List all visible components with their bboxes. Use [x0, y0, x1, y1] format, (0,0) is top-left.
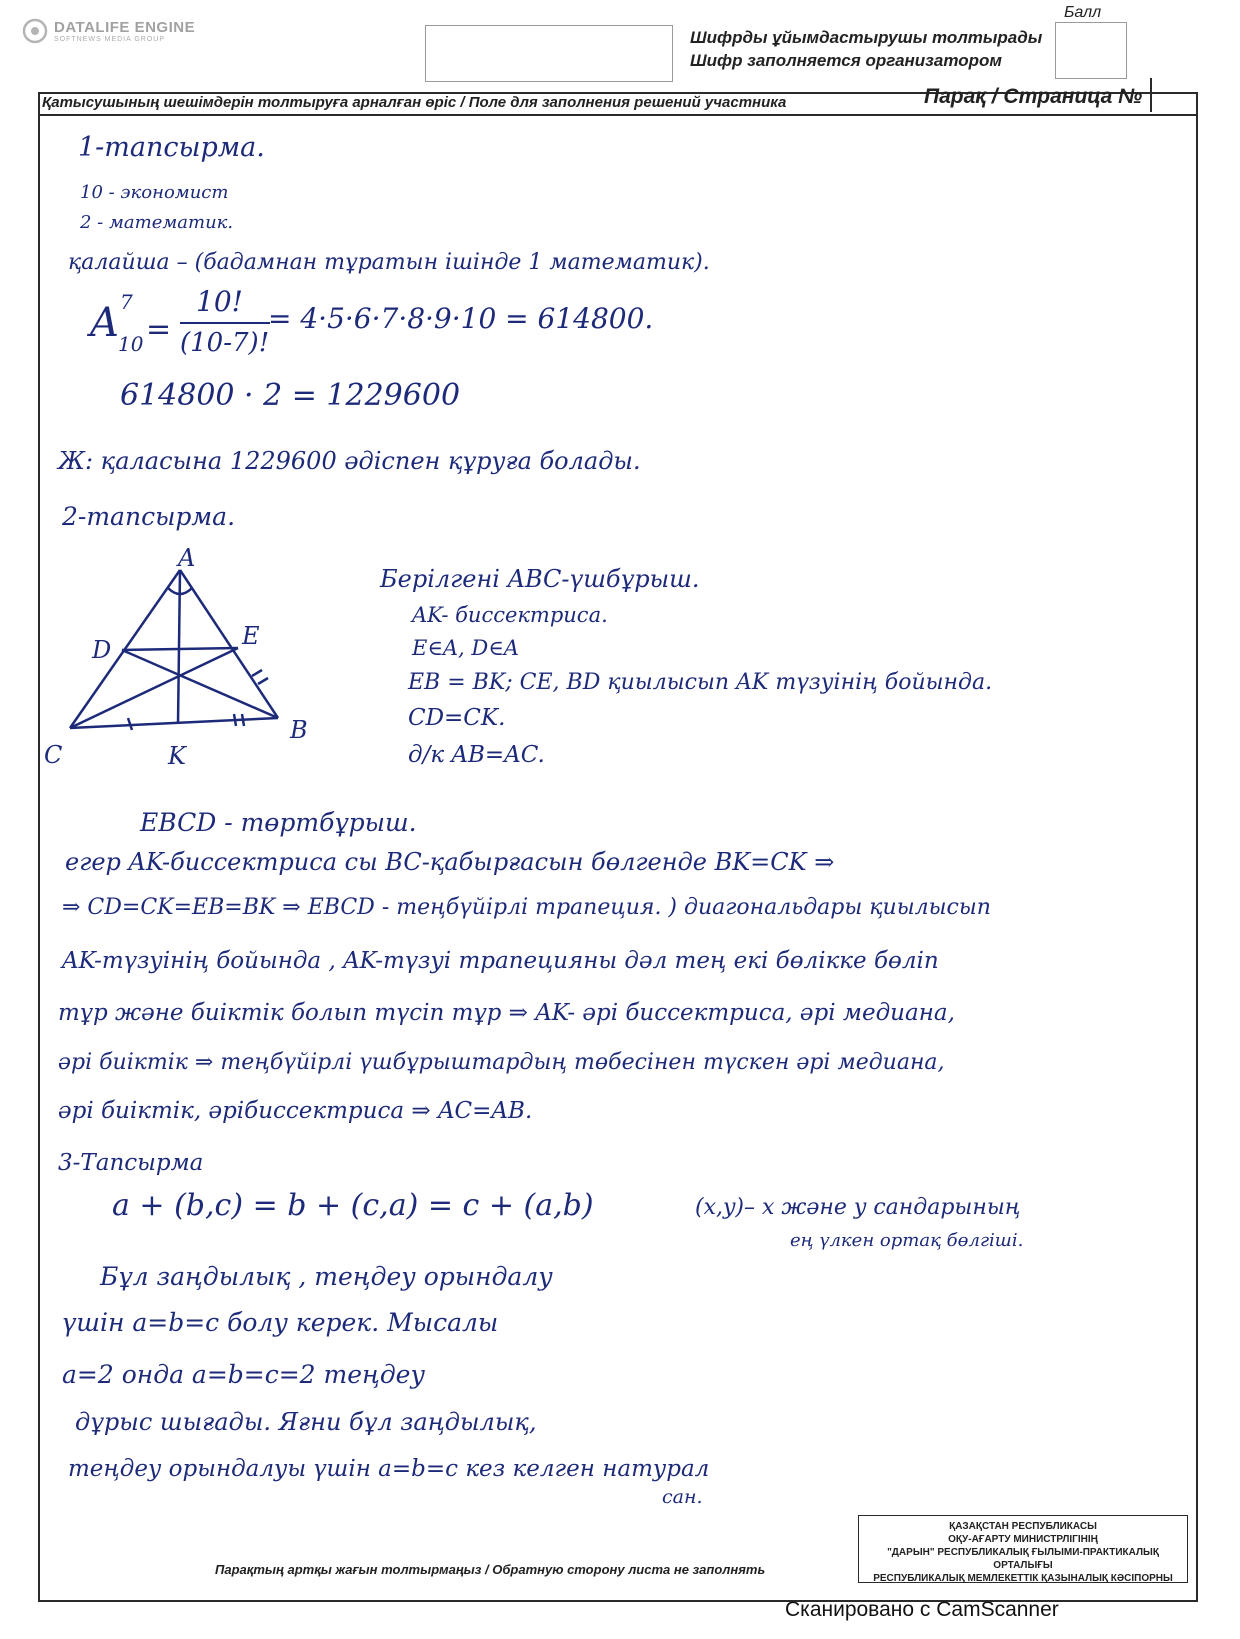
task2-proof-1: EBCD - төртбұрыш.	[140, 808, 417, 837]
footer-note: Парақтың артқы жағын толтырмаңыз / Обратную сторону листа не заполнять	[215, 1562, 766, 1577]
task2-given-5: CD=CK.	[408, 705, 506, 731]
task3-note-2: ең үлкен ортақ бөлгіші.	[790, 1230, 1024, 1251]
cipher-label-kz: Шифрды ұйымдастырушы толтырады	[690, 28, 1043, 47]
formula-sub: 10	[118, 332, 144, 356]
task2-proof-3: ⇒ CD=CK=EB=BK ⇒ EBCD - теңбүйірлі трапеция. ) диагональдары қиылысып	[62, 895, 991, 920]
formula-numerator: 10!	[196, 285, 243, 318]
task2-given-1: Берілгені ABC-үшбұрыш.	[380, 565, 700, 593]
watermark-title: DATALIFE ENGINE	[54, 19, 196, 36]
stamp-line-3: "ДАРЫН" РЕСПУБЛИКАЛЫҚ ҒЫЛЫМИ-ПРАКТИКАЛЫҚ ОРТАЛЫҒЫ	[887, 1547, 1159, 1571]
label-vertex-c: C	[44, 741, 63, 769]
label-vertex-b: B	[290, 716, 308, 744]
triangle-diagram	[40, 548, 330, 778]
page-number-label: Парақ / Страница №	[924, 85, 1143, 108]
scanner-watermark: Сканировано с CamScanner	[785, 1598, 1059, 1621]
task2-proof-7: әрі биіктік, әрібиссектриса ⇒ AC=AB.	[58, 1098, 533, 1124]
task3-note-1: (x,y)– x және y сандарының	[695, 1195, 1021, 1220]
task1-line1: 10 - экономист	[80, 182, 229, 203]
watermark-logo	[22, 18, 195, 44]
task3-line-5: теңдеу орындалуы үшін a=b=c кез келген натурал	[68, 1456, 710, 1482]
label-point-e: E	[242, 622, 260, 650]
stamp-line-2: ОҚУ-АҒАРТУ МИНИСТРЛІГІНІҢ	[948, 1534, 1098, 1545]
fraction-bar	[180, 322, 270, 324]
stamp-line-1: ҚАЗАҚСТАН РЕСПУБЛИКАСЫ	[949, 1521, 1097, 1532]
task1-double: 614800 · 2 = 1229600	[120, 378, 461, 413]
task3-line-2: үшін a=b=c болу керек. Мысалы	[62, 1308, 499, 1337]
task2-proof-2: егер AK-биссектриса сы BC-қабырғасын бөлгенде BK=CK ⇒	[65, 848, 835, 876]
task2-given-6: д/к AB=AC.	[408, 742, 545, 768]
page-number-box	[1150, 78, 1200, 112]
label-vertex-a: A	[178, 548, 196, 572]
formula-denominator: (10-7)!	[180, 328, 270, 358]
label-point-k: K	[168, 742, 186, 770]
task2-proof-6: әрі биіктік ⇒ теңбүйірлі үшбұрыштардың төбесінен түскен әрі медиана,	[58, 1050, 945, 1075]
task3-line-1: Бұл заңдылық , теңдеу орындалу	[100, 1262, 553, 1291]
task3-equation: a + (b,c) = b + (c,a) = c + (a,b)	[112, 1188, 594, 1223]
label-point-d: D	[92, 636, 112, 664]
task3-title: 3-Тапсырма	[58, 1150, 204, 1176]
stamp-line-4: РЕСПУБЛИКАЛЫҚ МЕМЛЕКЕТТІК ҚАЗЫНАЛЫҚ КӘСІПОРНЫ	[873, 1573, 1173, 1584]
task2-title: 2-тапсырма.	[62, 502, 236, 531]
cipher-box	[425, 25, 673, 82]
formula-sup: 7	[120, 290, 133, 314]
cipher-label-ru: Шифр заполняется организатором	[690, 51, 1002, 70]
task2-proof-4: AK-түзуінің бойында , AK-түзуі трапецияны дәл тең екі бөлікке бөліп	[62, 948, 939, 974]
task2-given-4: EB = BK; CE, BD қиылысып AK түзуінің бойында.	[408, 670, 993, 695]
task1-line2: 2 - математик.	[80, 212, 234, 233]
task3-line-3: a=2 онда a=b=c=2 теңдеу	[62, 1360, 425, 1389]
task2-proof-5: тұр және биіктік болып түсіп тұр ⇒ AK- әрі биссектриса, әрі медиана,	[58, 1000, 955, 1026]
task1-answer: Ж: қаласына 1229600 әдіспен құруға болады.	[58, 447, 641, 475]
task3-line-6: сан.	[662, 1486, 703, 1508]
task2-given-3: E∈A, D∈A	[412, 636, 519, 660]
formula-product: = 4·5·6·7·8·9·10 = 614800.	[268, 302, 654, 335]
header-divider	[38, 114, 1198, 116]
task1-title: 1-тапсырма.	[78, 132, 265, 163]
watermark-eye-icon	[22, 18, 48, 44]
score-label: Балл	[1064, 4, 1102, 21]
score-box	[1055, 22, 1127, 79]
field-label: Қатысушының шешімдерін толтыруға арналған өріс / Поле для заполнения решений участника	[42, 94, 787, 111]
formula-symbol: A	[90, 300, 119, 346]
olympiad-stamp	[858, 1515, 1188, 1583]
task2-given-2: AK- биссектриса.	[412, 603, 608, 627]
task3-line-4: дұрыс шығады. Яғни бұл заңдылық,	[75, 1408, 537, 1436]
task1-line3: қалайша – (бадамнан тұратын ішінде 1 математик).	[68, 250, 710, 275]
watermark-subtitle: SOFTNEWS MEDIA GROUP	[54, 36, 166, 43]
